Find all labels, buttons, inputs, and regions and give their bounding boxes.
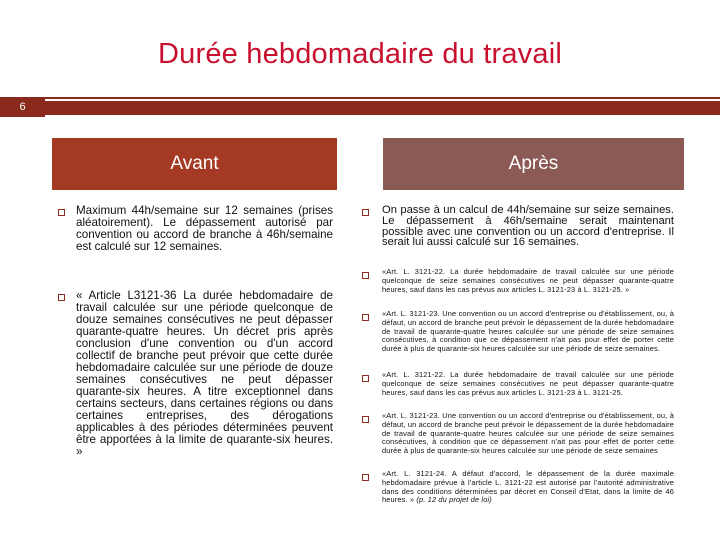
after-article-2: «Art. L. 3121-23. Une convention ou un accord d'entreprise ou d'établissement, ou, à défaut, un accord de branche peut prévoir le dépassement de la durée hebdomadaire de travail de quarante-quatre heures calculée sur une période de seize semaines consécutives, à condition que ce dépassement n'ait pas pour effet de porter cette durée à plus de quarante-six heures calculée sur une période de seize semaines. xyxy=(382,309,674,354)
after-article-5 xyxy=(382,470,674,505)
after-main-bullet: On passe à un calcul de 44h/semaine sur seize semaines. Le dépassement à 46h/semaine serait maintenant possible avec une convention ou un accord d'entreprise. Il serait lui aussi calculé sur 16 semaines. xyxy=(382,204,674,249)
before-bullet-1: Maximum 44h/semaine sur 12 semaines (prises aléatoirement). Le dépassement autorisé par convention ou accord de branche à 46h/semaine est calculé sur 12 semaines. xyxy=(76,204,333,253)
slide-number: 6 xyxy=(0,97,45,117)
before-header xyxy=(52,138,337,190)
square-bullet-icon xyxy=(362,314,369,321)
after-article-4: «Art. L. 3121-23. Une convention ou un accord d'entreprise ou d'établissement, ou, à défaut, un accord de branche peut prévoir le dépassement de la durée hebdomadaire de travail de quarante-quatre heures calculée sur une période de seize semaines consécutives, à condition que ce dépassement n'ait pas pour effet de porter cette durée à plus de quarante-six heures calculée sur une période de seize semaines xyxy=(382,411,674,456)
after-article-1: «Art. L. 3121-22. La durée hebdomadaire de travail calculée sur une période quelconque de seize semaines consécutives ne peut dépasser quarante-quatre heures, sauf dans les cas prévus aux articles L. 3121-23 à L. 3121-25. » xyxy=(382,267,674,294)
square-bullet-icon xyxy=(362,375,369,382)
square-bullet-icon xyxy=(362,272,369,279)
square-bullet-icon xyxy=(58,209,65,216)
before-header-label: Avant xyxy=(170,153,219,174)
after-header-label: Après xyxy=(508,153,559,174)
after-article-3: «Art. L. 3121-22. La durée hebdomadaire de travail calculée sur une période quelconque de seize semaines consécutives ne peut dépasser quarante-quatre heures, sauf dans les cas prévus aux articles L. 3121-23 à L. 3121-25. xyxy=(382,370,674,397)
square-bullet-icon xyxy=(362,474,369,481)
page-title: Durée hebdomadaire du travail xyxy=(158,38,562,70)
square-bullet-icon xyxy=(362,209,369,216)
square-bullet-icon xyxy=(362,416,369,423)
square-bullet-icon xyxy=(58,294,65,301)
after-article-5-text: «Art. L. 3121-24. A défaut d'accord, le dépassement de la durée maximale hebdomadaire prévue à l'article L. 3121-22 est autorisé par l'autorité administrative dans des conditions déterminées par décret en Conseil d'Etat, dans la limite de 46 heures. » xyxy=(382,469,674,505)
divider-line xyxy=(45,99,720,101)
after-article-5-note: (p. 12 du projet de loi) xyxy=(416,495,492,505)
before-bullet-2: « Article L3121-36 La durée hebdomadaire de travail calculée sur une période quelconque de douze semaines consécutives ne peut dépasser quarante-quatre heures. Un décret pris après conclusion d'une convention ou d'un accord collectif de branche peut prévoir que cette durée hebdomadaire calculée sur une période de douze semaines consécutives ne peut dépasser quarante-six heures. A titre exceptionnel dans certains secteurs, dans certaines régions ou dans certaines entreprises, des dérogations applicables à des périodes déterminées peuvent être apportées à la limite de quarante-six heures. » xyxy=(76,289,333,458)
after-header xyxy=(383,138,684,190)
